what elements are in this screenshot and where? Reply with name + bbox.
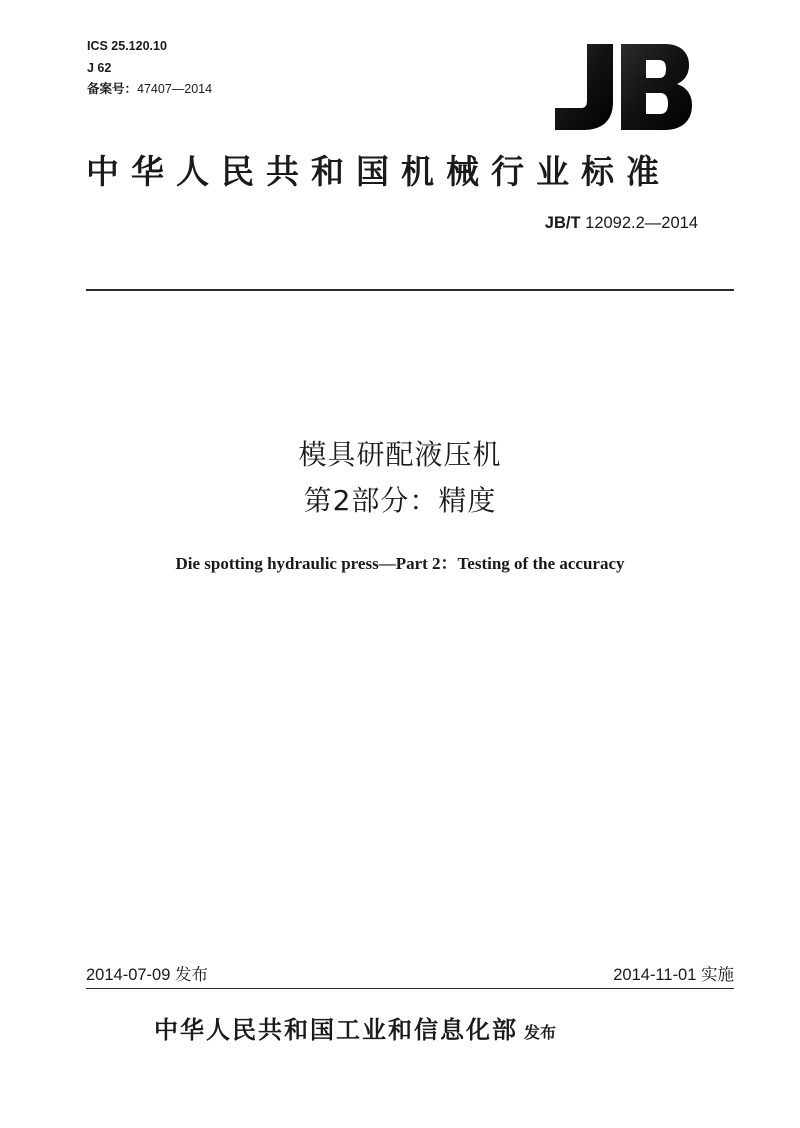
filing-number [87, 81, 212, 97]
authority-name: 中华人民共和国工业和信息化部 [154, 1016, 518, 1044]
standard-number [545, 214, 698, 233]
top-divider [86, 289, 734, 291]
bottom-divider [86, 988, 734, 989]
industry-standard-title: 中华人民共和国机械行业标准 [86, 152, 671, 191]
ics-code: ICS 25.120.10 [87, 39, 167, 53]
issue-date: 2014-07-09 发布 [86, 966, 208, 984]
filing-label: 备案号： [87, 82, 138, 96]
implementation-date: 2014-11-01 实施 [613, 966, 734, 984]
jb-logo [547, 40, 692, 132]
title-chinese-line-2: 第2部分：精度 [303, 484, 497, 517]
title-chinese-line-1: 模具研配液压机 [298, 438, 502, 471]
filing-value: 47407—2014 [137, 82, 213, 96]
title-english: Die spotting hydraulic press—Part 2：Testing of the accuracy [175, 554, 625, 573]
standard-prefix: JB/T [544, 214, 581, 232]
issuing-authority [154, 1010, 556, 1045]
authority-suffix: 发布 [524, 1023, 557, 1042]
standard-code: 12092.2—2014 [580, 214, 698, 232]
classification-code: J 62 [87, 61, 112, 75]
